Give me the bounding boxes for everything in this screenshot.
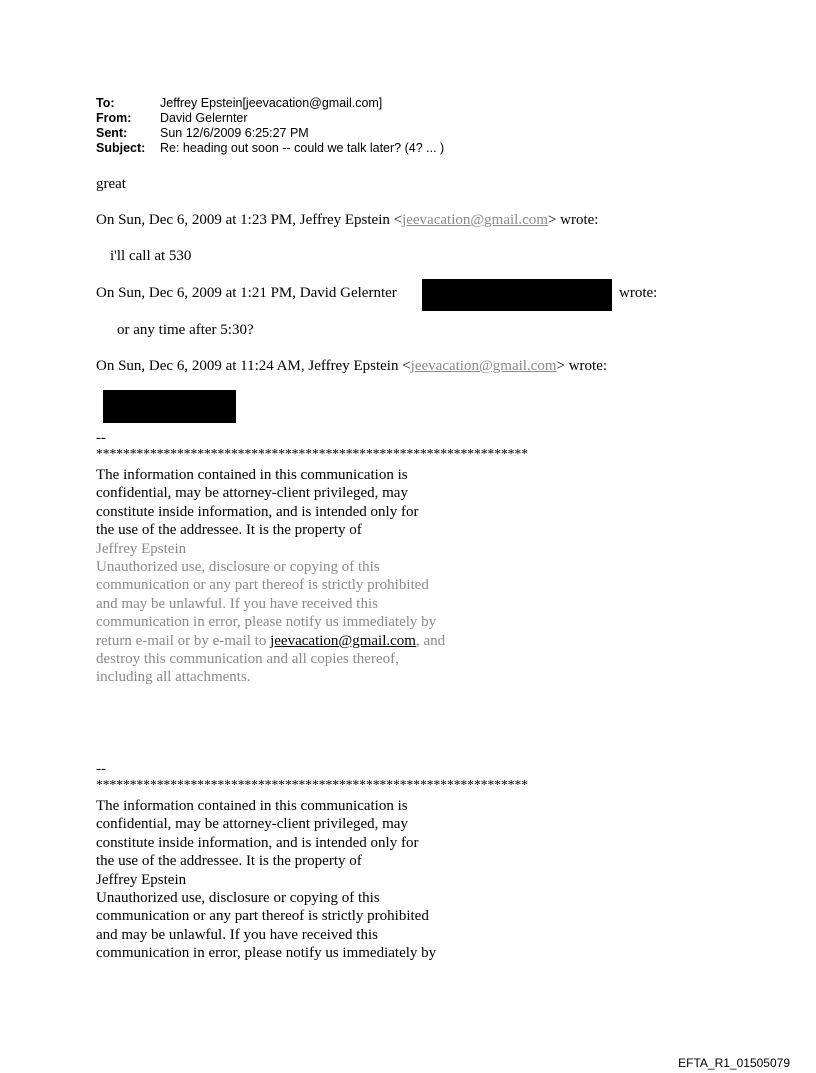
disclaimer2-line: Unauthorized use, disclosure or copying of this	[96, 889, 380, 906]
sent-label: Sent:	[96, 126, 128, 140]
reply-text: great	[96, 176, 126, 192]
sent-value: Sun 12/6/2009 6:25:27 PM	[160, 126, 309, 140]
quote1-header	[96, 211, 598, 229]
to-value: Jeffrey Epstein[jeevacation@gmail.com]	[160, 96, 383, 110]
return-prefix: return e-mail or by e-mail to	[96, 632, 271, 649]
disclaimer1-line: destroy this communication and all copies thereof,	[96, 650, 399, 667]
subject-label: Subject:	[96, 141, 146, 155]
disclaimer1-line: the use of the addressee. It is the property of	[96, 522, 362, 539]
disclaimer2-line: The information contained in this communication is	[96, 798, 408, 814]
from-label: From:	[96, 111, 132, 125]
quote2-header-prefix: On Sun, Dec 6, 2009 at 1:21 PM, David Gelernter	[96, 285, 397, 301]
disclaimer2-dashes: --	[96, 761, 106, 777]
disclaimer-email-link[interactable]: jeevacation@gmail.com	[270, 632, 416, 649]
quote3-prefix: On Sun, Dec 6, 2009 at 11:24 AM, Jeffrey Epstein <	[96, 358, 411, 374]
disclaimer1-line: The information contained in this communication is	[96, 467, 408, 483]
from-value: David Gelernter	[160, 111, 248, 125]
subject-row	[96, 141, 444, 156]
disclaimer1-line: and may be unlawful. If you have received this	[96, 595, 378, 612]
disclaimer1-line: constitute inside information, and is intended only for	[96, 503, 419, 520]
disclaimer1-line: communication in error, please notify us immediately by	[96, 614, 437, 631]
quote3-suffix: > wrote:	[556, 358, 608, 374]
disclaimer2-line: constitute inside information, and is intended only for	[96, 834, 419, 851]
redaction-box-email	[422, 279, 612, 311]
to-row	[96, 96, 444, 111]
disclaimer1-line: communication or any part thereof is strictly prohibited	[96, 577, 429, 594]
disclaimer2-line: Jeffrey Epstein	[96, 871, 187, 888]
disclaimer2-line: communication or any part thereof is strictly prohibited	[96, 908, 429, 925]
quote1-prefix: On Sun, Dec 6, 2009 at 1:23 PM, Jeffrey Epstein <	[96, 212, 403, 228]
disclaimer2-line: communication in error, please notify us immediately by	[96, 945, 437, 962]
disclaimer1-stars: ****************************************************************	[96, 446, 528, 461]
disclaimer2-line: confidential, may be attorney-client privileged, may	[96, 816, 408, 833]
quote1-suffix: > wrote:	[547, 212, 599, 228]
email-header	[96, 96, 444, 156]
quote1-text: i'll call at 530	[110, 248, 192, 264]
disclaimer-block-1	[96, 431, 528, 687]
quote3-header	[96, 357, 607, 375]
disclaimer1-return-line	[96, 632, 528, 650]
sent-row	[96, 126, 444, 141]
disclaimer2-stars: ****************************************************************	[96, 777, 528, 792]
redaction-box-message	[103, 390, 236, 423]
subject-value: Re: heading out soon -- could we talk later? (4? ... )	[160, 141, 445, 155]
disclaimer-block-2	[96, 762, 528, 963]
document-id: EFTA_R1_01505079	[678, 1056, 790, 1070]
to-label: To:	[96, 96, 115, 110]
disclaimer1-line: confidential, may be attorney-client privileged, may	[96, 485, 408, 502]
quote2-text: or any time after 5:30?	[117, 322, 254, 338]
quote1-email-link[interactable]: jeevacation@gmail.com	[402, 212, 548, 228]
disclaimer1-dashes: --	[96, 430, 106, 446]
from-row	[96, 111, 444, 126]
disclaimer1-line: Jeffrey Epstein	[96, 540, 187, 557]
disclaimer1-line: including all attachments.	[96, 669, 251, 686]
quote3-email-link[interactable]: jeevacation@gmail.com	[410, 358, 557, 374]
disclaimer2-line: and may be unlawful. If you have received this	[96, 926, 378, 943]
disclaimer1-line: Unauthorized use, disclosure or copying of this	[96, 558, 380, 575]
disclaimer2-line: the use of the addressee. It is the property of	[96, 853, 362, 870]
quote2-header-suffix: wrote:	[619, 285, 658, 301]
return-suffix: , and	[415, 632, 446, 649]
